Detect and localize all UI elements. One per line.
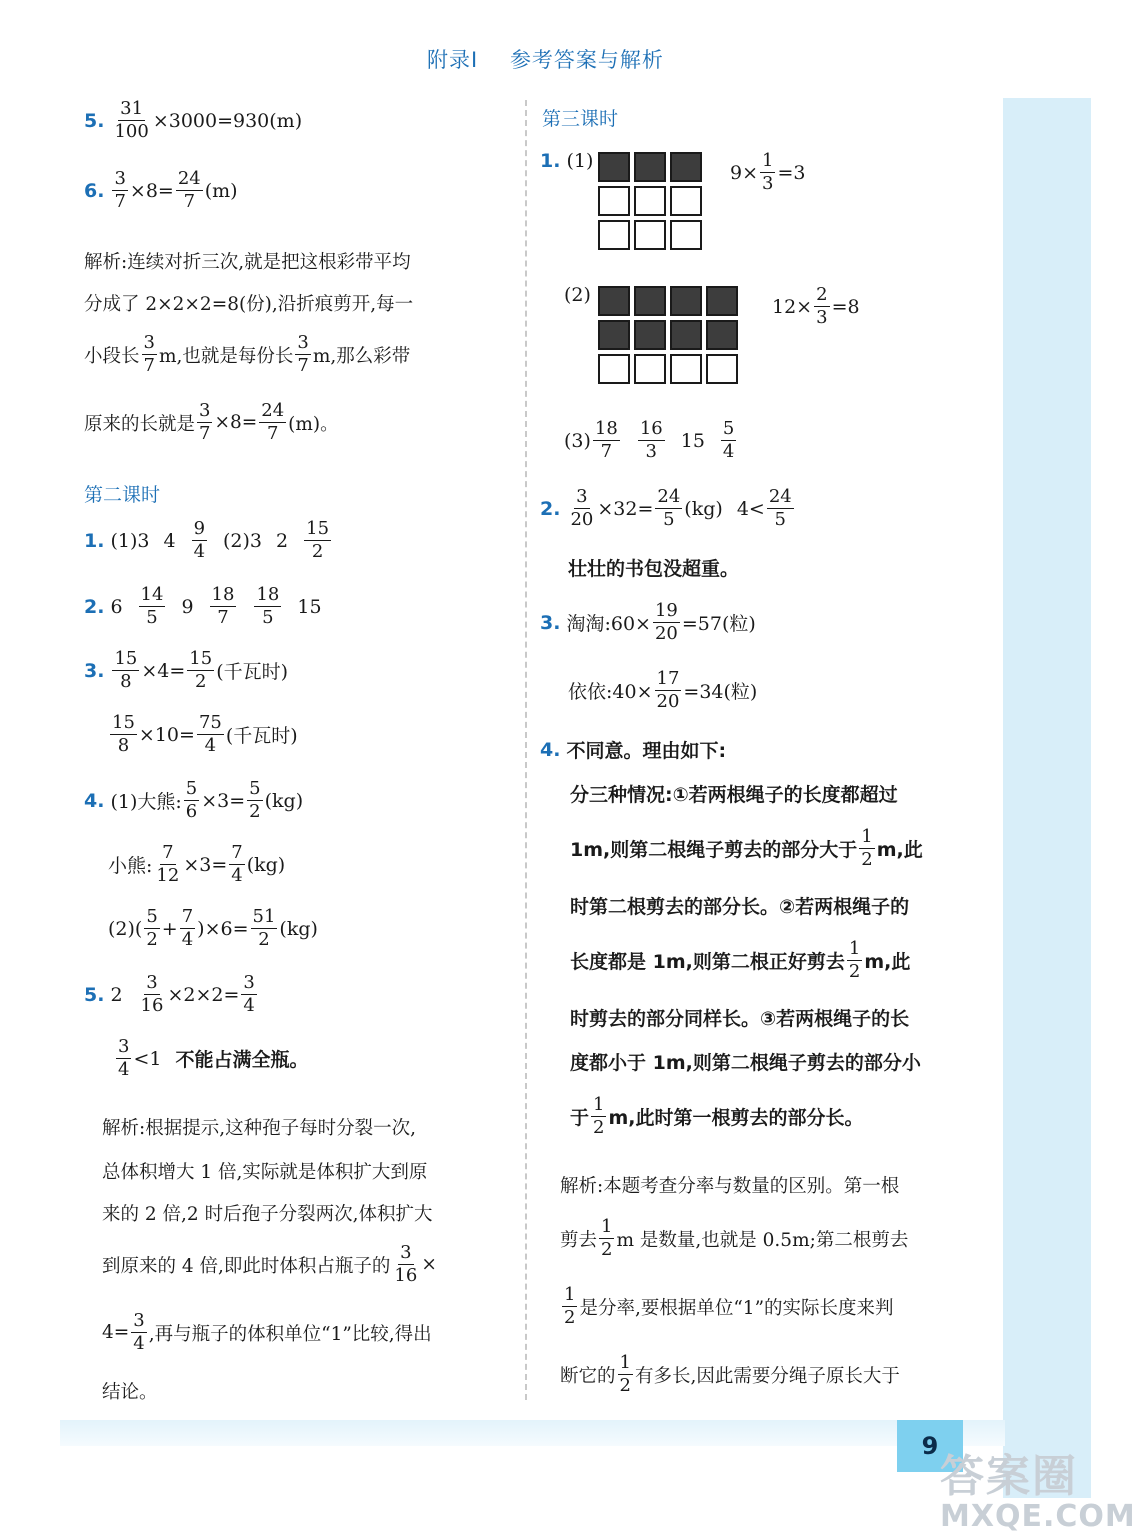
left-s2q4-line3: (2)( $\frac{5}{2}$ + $\frac{7}{4}$ )×6= $\frac{51}{2}$ (kg)	[108, 906, 318, 950]
left-s2q4-line2: 小熊: $\frac{7}{12}$ ×3= $\frac{7}{4}$ (kg)	[108, 842, 286, 886]
fraction-grid-2	[598, 286, 738, 384]
empty-square	[634, 186, 666, 216]
shaded-square	[706, 320, 738, 350]
shaded-square	[598, 152, 630, 182]
right-q3-line2: 依依:40× $\frac{17}{20}$ =34(粒)	[568, 668, 758, 712]
empty-square	[670, 220, 702, 250]
right-q1-eq2: 12× $\frac{2}{3}$ =8	[772, 284, 860, 328]
left-s2q2: 2. 6 $\frac{14}{5}$ 9 $\frac{18}{7}$ $\frac{18}{5}$ 15	[84, 584, 322, 628]
column-divider	[525, 100, 527, 1400]
q-number: 6.	[84, 179, 105, 202]
shaded-square	[634, 320, 666, 350]
page-number: 9	[897, 1420, 963, 1472]
side-decoration-bar	[1003, 98, 1091, 1498]
shaded-square	[634, 286, 666, 316]
fraction: $\frac{3}{7}$	[114, 168, 126, 212]
header-appendix: 附录Ⅰ	[427, 48, 479, 72]
empty-square	[634, 220, 666, 250]
q-number: 5.	[84, 109, 105, 132]
shaded-square	[598, 320, 630, 350]
header-title: 参考答案与解析	[509, 48, 664, 72]
empty-square	[670, 354, 702, 384]
right-q2-line1: 2. $\frac{3}{20}$ ×32= $\frac{24}{5}$ (kg) 4< $\frac{24}{5}$	[540, 486, 792, 530]
empty-square	[598, 186, 630, 216]
left-q6: 6. $\frac{3}{7}$ ×8= $\frac{24}{7}$ (m)	[84, 168, 238, 212]
watermark-logo: 答案圈 MXQE.COM	[940, 1451, 1136, 1534]
left-s2q5-line1: 5. 2 $\frac{3}{16}$ ×2×2= $\frac{3}{4}$	[84, 972, 255, 1016]
empty-square	[598, 354, 630, 384]
shaded-square	[598, 286, 630, 316]
bottom-decoration-bar	[60, 1420, 1005, 1446]
left-s2q3-line1: 3. $\frac{15}{8}$ ×4= $\frac{15}{2}$ (千瓦时)	[84, 648, 289, 692]
shaded-square	[670, 320, 702, 350]
left-s2q4-line1: 4. (1)大熊: $\frac{5}{6}$ ×3= $\frac{5}{2}$ (kg)	[84, 778, 304, 822]
fraction-grid-1	[598, 152, 702, 250]
left-q5: 5. $\frac{31}{100}$ ×3000=930(m)	[84, 98, 303, 142]
right-q3-line1: 3. 淘淘:60× $\frac{19}{20}$ =57(粒)	[540, 600, 756, 644]
left-s2q1: 1. (1)3 4 $\frac{9}{4}$ (2)3 2 $\frac{15}{2}$	[84, 518, 330, 562]
section-lesson-2: 第二课时	[84, 484, 161, 506]
empty-square	[598, 220, 630, 250]
empty-square	[670, 186, 702, 216]
section-lesson-3: 第三课时	[542, 108, 619, 130]
left-s2q3-line2: $\frac{15}{8}$ ×10= $\frac{75}{4}$ (千瓦时)	[112, 712, 298, 756]
empty-square	[634, 354, 666, 384]
shaded-square	[670, 152, 702, 182]
right-q1-eq1: 9× $\frac{1}{3}$ =3	[730, 150, 806, 194]
shaded-square	[670, 286, 702, 316]
right-q2-line2: 壮壮的书包没超重。	[568, 558, 740, 580]
left-s2q5-line2: $\frac{3}{4}$ <1 不能占满全瓶。	[118, 1036, 309, 1080]
shaded-square	[706, 286, 738, 316]
fraction: $\frac{31}{100}$	[114, 98, 149, 142]
fraction: $\frac{24}{7}$	[177, 168, 201, 212]
page-header	[0, 44, 1091, 84]
right-q1-p3: (3) $\frac{18}{7}$ $\frac{16}{3}$ 15 $\frac{5}{4}$	[564, 418, 735, 462]
right-q1-p1: 1. (1)	[540, 150, 594, 172]
shaded-square	[634, 152, 666, 182]
right-q1-p2: (2)	[564, 284, 591, 306]
empty-square	[706, 354, 738, 384]
